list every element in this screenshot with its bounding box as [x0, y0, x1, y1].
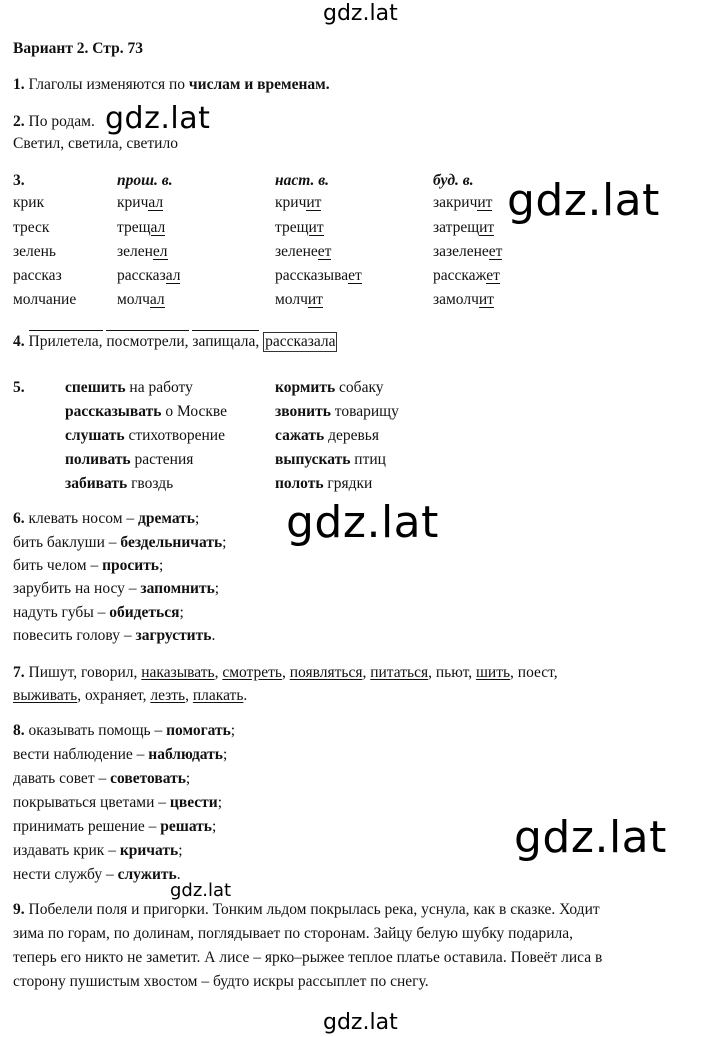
phrase-line — [13, 794, 222, 812]
punctuation: ; — [212, 818, 217, 835]
punctuation: ; — [159, 557, 164, 574]
object: о Москве — [161, 403, 227, 420]
phrase-answer: наблюдать — [148, 746, 223, 763]
object: птиц — [350, 451, 386, 468]
phrase-line — [13, 818, 216, 836]
pres-tense-cell — [275, 267, 362, 285]
fut-tense-cell — [433, 194, 492, 212]
idiom-line — [13, 557, 163, 575]
punctuation: ; — [222, 534, 227, 551]
verb-phrase — [65, 451, 193, 469]
phrase-line — [13, 866, 181, 884]
verb-ending: ит — [306, 194, 322, 211]
phrase: издавать крик – — [13, 842, 120, 859]
verb-ending: ет — [317, 243, 332, 260]
idiom-answer: обидеться — [109, 604, 180, 621]
phrase-answer: помогать — [166, 722, 231, 739]
exercise-number: 1. — [13, 76, 25, 93]
noun-cell: крик — [13, 194, 45, 211]
col-header-past: прош. в. — [117, 172, 173, 189]
phrase: оказывать помощь – — [24, 722, 167, 739]
phrase-line — [13, 770, 190, 788]
col-header-future: буд. в. — [433, 172, 474, 189]
verb: звонить — [275, 403, 331, 420]
object: товарищу — [330, 403, 399, 420]
phrase-answer: решать — [160, 818, 212, 835]
punctuation: ; — [230, 722, 236, 739]
pres-tense-cell — [275, 291, 323, 309]
noun-cell: треск — [13, 219, 50, 236]
past-tense-cell — [117, 267, 180, 285]
verb: полоть — [275, 475, 324, 492]
ex4-word-2: посмотрели, — [106, 333, 188, 351]
object: грядки — [323, 475, 373, 492]
phrase-line — [13, 746, 227, 764]
object: собаку — [335, 379, 384, 396]
punctuation: ; — [194, 510, 200, 527]
verb-phrase — [65, 475, 173, 493]
verb-ending: ит — [478, 291, 494, 308]
phrase-answer: служить — [117, 866, 177, 883]
phrase-answer: цвести — [169, 794, 218, 811]
phrase: принимать решение – — [13, 818, 161, 835]
verb-stem: крич — [117, 194, 149, 211]
noun-cell: рассказ — [13, 267, 62, 284]
exercise-number: 9. — [13, 901, 25, 918]
idiom: надуть губы – — [13, 604, 110, 621]
watermark-ex3: gdz.lat — [507, 175, 660, 226]
idiom-line — [13, 510, 199, 528]
verb-ending: ал — [165, 267, 181, 284]
past-tense-cell — [117, 243, 168, 261]
verb-stem: зелене — [275, 243, 318, 260]
idiom-line — [13, 534, 226, 552]
verb-phrase — [275, 403, 399, 421]
idiom: зарубить на носу – — [13, 580, 141, 597]
object: стихотворение — [124, 427, 225, 444]
object: на работу — [125, 379, 193, 396]
watermark-ex8: gdz.lat — [514, 812, 667, 863]
col-header-present: наст. в. — [275, 172, 330, 189]
watermark-bottom: gdz.lat — [323, 1010, 398, 1035]
verb-ending: ет — [486, 267, 500, 284]
idiom-answer: дремать — [138, 510, 195, 527]
idiom-line — [13, 627, 215, 645]
fut-tense-cell — [433, 243, 502, 261]
verb: рассказывать — [65, 403, 162, 420]
watermark-top: gdz.lat — [323, 1, 398, 26]
ex4-word-1: Прилетела, — [29, 333, 103, 351]
text-content: теперь его никто не заметит. А лисе – ярко–рыжее теплое платье оставила. Повеёт лиса в — [13, 949, 603, 966]
object: гвоздь — [127, 475, 174, 492]
text-content: Побелели поля и пригорки. Тонким льдом покрылась река, уснула, как в сказке. Ходит — [24, 901, 600, 918]
verb-ending: ал — [149, 291, 165, 308]
verb-stem: молч — [117, 291, 150, 308]
exercise-4: 4. Прилетела, посмотрели, запищала, рассказала — [13, 332, 337, 352]
verb-phrase — [65, 379, 193, 397]
verb: поливать — [65, 451, 131, 468]
verb-phrase — [65, 403, 227, 421]
verb: сажать — [275, 427, 325, 444]
exercise-7-line2: выживать, охраняет, лезть, плакать. — [13, 687, 248, 704]
text-line — [13, 973, 429, 991]
phrase-line — [13, 842, 183, 860]
phrase: покрываться цветами – — [13, 794, 170, 811]
fut-tense-cell — [433, 219, 494, 237]
verb-ending: ет — [348, 267, 362, 284]
verb-phrase — [65, 427, 225, 445]
noun-cell: молчание — [13, 291, 77, 308]
punctuation: ; — [185, 770, 191, 787]
watermark-ex6: gdz.lat — [286, 497, 439, 548]
idiom: бить челом – — [13, 557, 103, 574]
verb-stem: зазелене — [433, 243, 489, 260]
object: растения — [130, 451, 194, 468]
verb-ending: ит — [479, 219, 495, 236]
exercise-number: 8. — [13, 722, 25, 739]
phrase-line — [13, 722, 235, 740]
verb-stem: трещ — [275, 219, 309, 236]
verb: слушать — [65, 427, 125, 444]
verb-ending: ет — [488, 243, 503, 260]
punctuation: ; — [214, 580, 220, 597]
punctuation: ; — [222, 746, 228, 763]
verb: спешить — [65, 379, 126, 396]
pres-tense-cell — [275, 194, 321, 212]
exercise-5-number: 5. — [13, 379, 25, 396]
exercise-7-line1: 7. Пишут, говорил, наказывать, смотреть, появляться, питаться, пьют, шить, поест, — [13, 664, 558, 681]
punctuation: ; — [217, 794, 223, 811]
noun-cell: зелень — [13, 243, 56, 260]
text-line — [13, 901, 600, 919]
verb-stem: замолч — [433, 291, 479, 308]
past-tense-cell — [117, 291, 165, 309]
verb: кормить — [275, 379, 336, 396]
ex4-word-3: запищала, — [192, 333, 259, 351]
verb-stem: рассказ — [117, 267, 166, 284]
fut-tense-cell — [433, 267, 500, 285]
verb-stem: крич — [275, 194, 307, 211]
exercise-3-number: 3. — [13, 172, 25, 189]
verb-ending: ел — [152, 243, 168, 260]
exercise-2-line1: 2. По родам. — [13, 113, 95, 130]
exercise-1: 1. Глаголы изменяются по числам и временам. — [13, 76, 330, 93]
verb-stem: затрещ — [433, 219, 480, 236]
idiom: бить баклуши – — [13, 534, 121, 551]
verb-phrase — [275, 379, 384, 397]
punctuation: . — [211, 627, 216, 644]
exercise-number: 6. — [13, 510, 25, 527]
idiom-line — [13, 604, 184, 622]
text-content: зима по горам, по долинам, поглядывает по сторонам. Зайцу белую шубку подарила, — [13, 925, 574, 942]
verb-stem: закрич — [433, 194, 478, 211]
fut-tense-cell — [433, 291, 494, 309]
text-line — [13, 949, 602, 967]
page-title: Вариант 2. Стр. 73 — [13, 40, 143, 57]
verb-phrase — [275, 475, 372, 493]
object: деревья — [324, 427, 380, 444]
pres-tense-cell — [275, 243, 331, 261]
text-content: сторону пушистым хвостом – будто искры рассыплет по снегу. — [13, 973, 429, 990]
watermark-small-mid: gdz.lat — [170, 880, 232, 901]
verb-ending: ит — [477, 194, 493, 211]
verb-stem: зелен — [117, 243, 153, 260]
verb-stem: трещ — [117, 219, 151, 236]
verb: выпускать — [275, 451, 351, 468]
verb: забивать — [65, 475, 128, 492]
verb-ending: ал — [148, 194, 164, 211]
idiom-answer: просить — [102, 557, 159, 574]
text-line — [13, 925, 573, 943]
verb-stem: расскаж — [433, 267, 487, 284]
ex4-word-4: рассказала — [265, 333, 336, 350]
punctuation: . — [176, 866, 181, 883]
idiom: клевать носом – — [24, 510, 139, 527]
verb-ending: ит — [307, 291, 323, 308]
verb-phrase — [275, 451, 386, 469]
phrase-answer: советовать — [110, 770, 186, 787]
pres-tense-cell — [275, 219, 324, 237]
punctuation: ; — [178, 842, 183, 859]
past-tense-cell — [117, 194, 163, 212]
idiom-line — [13, 580, 219, 598]
idiom: повесить голову – — [13, 627, 136, 644]
idiom-answer: бездельничать — [120, 534, 223, 551]
phrase: нести службу – — [13, 866, 118, 883]
phrase: вести наблюдение – — [13, 746, 149, 763]
punctuation: ; — [179, 604, 184, 621]
verb-stem: молч — [275, 291, 308, 308]
phrase: давать совет – — [13, 770, 111, 787]
watermark-ex2: gdz.lat — [105, 101, 211, 136]
phrase-answer: кричать — [119, 842, 179, 859]
idiom-answer: загрустить — [135, 627, 212, 644]
past-tense-cell — [117, 219, 165, 237]
verb-ending: ит — [308, 219, 324, 236]
verb-stem: рассказыва — [275, 267, 349, 284]
verb-phrase — [275, 427, 379, 445]
exercise-2-line2: Светил, светила, светило — [13, 135, 178, 152]
idiom-answer: запомнить — [140, 580, 215, 597]
verb-ending: ал — [150, 219, 166, 236]
